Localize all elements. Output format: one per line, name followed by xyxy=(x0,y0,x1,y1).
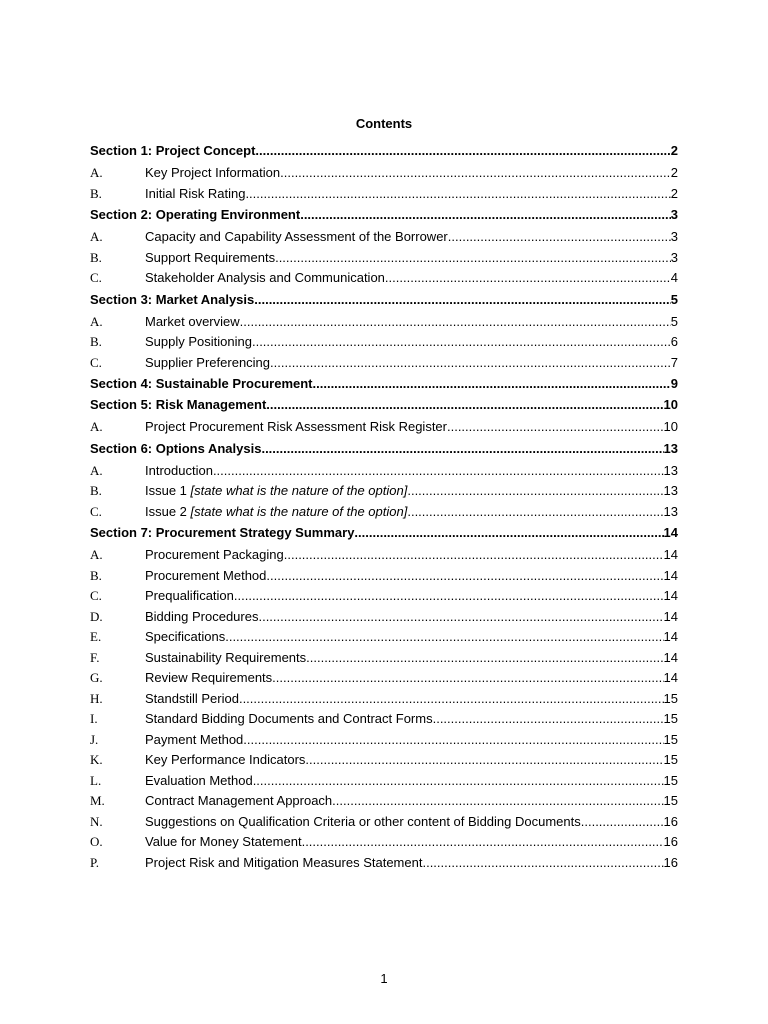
toc-entry-title xyxy=(145,502,407,523)
toc-entry-page-number: 10 xyxy=(663,397,678,412)
toc-entry-letter: A. xyxy=(90,229,103,244)
toc-subsection-entry[interactable] xyxy=(90,648,678,669)
toc-entry-title-text: Section 2: Operating Environment xyxy=(90,207,301,222)
toc-entry-title-text: Payment Method xyxy=(145,731,244,747)
toc-dot-leader xyxy=(258,607,663,628)
toc-entry-letter: G. xyxy=(90,670,103,685)
toc-entry-title xyxy=(145,709,433,730)
toc-entry-letter: H. xyxy=(90,690,103,706)
toc-entry-title-text: Review Requirements xyxy=(145,670,273,685)
toc-entry-title-text: Evaluation Method xyxy=(145,772,253,788)
toc-entry-page-number: 2 xyxy=(670,143,678,158)
toc-entry-title xyxy=(145,481,407,502)
toc-entry-title xyxy=(90,204,300,225)
toc-entry-title-text: Value for Money Statement xyxy=(145,834,302,849)
toc-section-entry[interactable] xyxy=(90,373,678,394)
toc-subsection-entry[interactable] xyxy=(90,184,678,205)
toc-dot-leader xyxy=(234,586,664,607)
toc-entry-title xyxy=(145,771,253,792)
toc-entry-page-number: 15 xyxy=(663,772,678,788)
toc-subsection-entry[interactable] xyxy=(90,502,678,523)
toc-subsection-entry[interactable] xyxy=(90,627,678,648)
toc-entry-title xyxy=(145,668,272,689)
toc-subsection-entry[interactable] xyxy=(90,750,678,771)
toc-subsection-entry[interactable] xyxy=(90,417,678,438)
toc-entry-page-number: 10 xyxy=(663,419,678,434)
toc-section-entry[interactable] xyxy=(90,394,678,415)
toc-entry-page-number: 3 xyxy=(670,229,678,244)
toc-entry-page-number: 2 xyxy=(670,185,678,201)
toc-entry-page-number: 3 xyxy=(670,207,678,222)
toc-entry-page-number: 14 xyxy=(663,608,678,624)
toc-dot-leader xyxy=(225,627,663,648)
toc-entry-page-number: 5 xyxy=(670,291,678,307)
toc-entry-page-number: 13 xyxy=(663,462,678,478)
toc-entry-title-text: Key Project Information xyxy=(145,165,281,180)
toc-dot-leader xyxy=(239,689,664,710)
toc-entry-title xyxy=(145,730,243,751)
toc-subsection-entry[interactable] xyxy=(90,709,678,730)
toc-entry-italic-note: [state what is the nature of the option] xyxy=(190,483,408,498)
toc-entry-letter: C. xyxy=(90,270,102,285)
toc-entry-italic-note: [state what is the nature of the option] xyxy=(190,503,408,519)
toc-entry-letter: N. xyxy=(90,813,103,829)
toc-entry-title-text: Section 4: Sustainable Procurement xyxy=(90,376,313,391)
toc-entry-letter: E. xyxy=(90,629,102,644)
toc-entry-letter: B. xyxy=(90,567,102,583)
toc-entry-letter: B. xyxy=(90,334,102,349)
toc-entry-page-number: 15 xyxy=(663,793,678,808)
toc-dot-leader xyxy=(252,332,671,353)
toc-entry-letter: K. xyxy=(90,752,103,767)
toc-entry-title-text: Contract Management Approach xyxy=(145,793,333,808)
toc-entry-page-number: 14 xyxy=(663,629,678,644)
toc-dot-leader xyxy=(266,394,663,415)
toc-section-entry[interactable] xyxy=(90,522,678,543)
toc-entry-letter: A. xyxy=(90,462,103,478)
toc-entry-title-text: Stakeholder Analysis and Communication xyxy=(145,270,385,285)
toc-entry-title xyxy=(90,522,354,543)
toc-section-entry[interactable] xyxy=(90,140,678,161)
toc-entry-title xyxy=(145,566,266,587)
toc-entry-page-number: 14 xyxy=(663,525,678,540)
toc-subsection-entry[interactable] xyxy=(90,312,678,333)
toc-entry-letter: A. xyxy=(90,165,103,180)
toc-entry-title xyxy=(145,832,302,853)
toc-entry-page-number: 3 xyxy=(670,249,678,265)
toc-entry-title xyxy=(90,140,255,161)
toc-entry-page-number: 14 xyxy=(663,588,678,603)
toc-dot-leader xyxy=(433,709,664,730)
toc-subsection-entry[interactable] xyxy=(90,668,678,689)
toc-dot-leader xyxy=(254,289,671,310)
toc-entry-letter: O. xyxy=(90,834,103,849)
toc-dot-leader xyxy=(407,481,663,502)
toc-dot-leader xyxy=(284,545,664,566)
toc-entry-page-number: 15 xyxy=(663,731,678,747)
toc-entry-title-text: Initial Risk Rating xyxy=(145,185,246,201)
toc-subsection-entry[interactable] xyxy=(90,791,678,812)
toc-entry-title xyxy=(145,545,284,566)
toc-entry-title xyxy=(145,461,213,482)
toc-dot-leader xyxy=(261,438,663,459)
toc-entry-title-text: Supply Positioning xyxy=(145,334,252,349)
toc-section-entry[interactable] xyxy=(90,438,678,459)
toc-entry-page-number: 4 xyxy=(670,270,678,285)
toc-entry-title-text: Supplier Preferencing xyxy=(145,354,271,370)
toc-entry-letter: L. xyxy=(90,772,102,788)
toc-entry-title-text: Specifications xyxy=(145,629,226,644)
toc-entry-title xyxy=(145,607,258,628)
toc-entry-letter: J. xyxy=(90,731,99,747)
toc-entry-letter: I. xyxy=(90,711,98,726)
toc-dot-leader xyxy=(305,750,663,771)
toc-entry-title-text: Standstill Period xyxy=(145,690,239,706)
toc-entry-title-text: Section 1: Project Concept xyxy=(90,143,256,158)
toc-dot-leader xyxy=(245,184,670,205)
toc-subsection-entry[interactable] xyxy=(90,812,678,833)
toc-entry-title-text: Section 7: Procurement Strategy Summary xyxy=(90,525,355,540)
toc-subsection-entry[interactable] xyxy=(90,248,678,269)
toc-entry-title-text: Introduction xyxy=(145,462,213,478)
toc-entry-page-number: 16 xyxy=(663,813,678,829)
toc-entry-title xyxy=(145,853,422,874)
table-of-contents xyxy=(90,140,678,873)
toc-entry-title-text: Section 6: Options Analysis xyxy=(90,440,262,456)
toc-subsection-entry[interactable] xyxy=(90,607,678,628)
toc-entry-title xyxy=(145,248,275,269)
toc-subsection-entry[interactable] xyxy=(90,481,678,502)
toc-entry-letter: P. xyxy=(90,854,100,870)
toc-subsection-entry[interactable] xyxy=(90,771,678,792)
toc-entry-title-text: Key Performance Indicators xyxy=(145,752,306,767)
toc-dot-leader xyxy=(255,140,670,161)
toc-dot-leader xyxy=(447,417,664,438)
toc-entry-page-number: 5 xyxy=(670,313,678,329)
toc-subsection-entry[interactable] xyxy=(90,566,678,587)
toc-entry-letter: F. xyxy=(90,649,100,665)
toc-entry-letter: D. xyxy=(90,608,103,624)
toc-entry-title xyxy=(145,353,270,374)
toc-entry-title xyxy=(145,648,306,669)
toc-entry-title xyxy=(145,586,234,607)
toc-entry-title xyxy=(90,438,261,459)
toc-dot-leader xyxy=(306,648,663,669)
toc-dot-leader xyxy=(313,373,671,394)
toc-entry-page-number: 16 xyxy=(663,854,678,870)
toc-dot-leader xyxy=(448,227,671,248)
toc-entry-title xyxy=(145,689,239,710)
toc-entry-title-text: Suggestions on Qualification Criteria or other content of Bidding Documents xyxy=(145,813,581,829)
toc-entry-title xyxy=(145,791,332,812)
toc-subsection-entry[interactable] xyxy=(90,586,678,607)
toc-entry-letter: C. xyxy=(90,354,102,370)
toc-dot-leader xyxy=(385,268,671,289)
toc-entry-title-text: Issue 1 xyxy=(145,483,191,498)
toc-entry-letter: A. xyxy=(90,313,103,329)
toc-entry-title-text: Section 3: Market Analysis xyxy=(90,291,255,307)
toc-entry-title-text: Bidding Procedures xyxy=(145,608,259,624)
toc-subsection-entry[interactable] xyxy=(90,689,678,710)
toc-entry-title xyxy=(145,227,448,248)
page-title: Contents xyxy=(355,116,413,131)
toc-entry-page-number: 15 xyxy=(663,752,678,767)
toc-entry-title-text: Procurement Packaging xyxy=(145,547,284,562)
toc-entry-title xyxy=(145,332,252,353)
toc-dot-leader xyxy=(302,832,664,853)
toc-entry-letter: B. xyxy=(90,249,102,265)
toc-entry-title-text: Project Procurement Risk Assessment Risk Register xyxy=(145,419,447,434)
toc-entry-title xyxy=(90,289,254,310)
toc-subsection-entry[interactable] xyxy=(90,353,678,374)
toc-subsection-entry[interactable] xyxy=(90,163,678,184)
toc-entry-title xyxy=(145,163,280,184)
toc-dot-leader xyxy=(240,312,671,333)
toc-entry-title-text: Prequalification xyxy=(145,588,234,603)
toc-entry-letter: C. xyxy=(90,503,102,519)
toc-dot-leader xyxy=(280,163,671,184)
toc-entry-letter: M. xyxy=(90,793,105,808)
toc-entry-letter: A. xyxy=(90,419,103,434)
toc-entry-letter: B. xyxy=(90,483,102,498)
toc-entry-page-number: 14 xyxy=(663,649,678,665)
toc-subsection-entry[interactable] xyxy=(90,832,678,853)
toc-entry-title xyxy=(90,394,266,415)
toc-entry-page-number: 13 xyxy=(663,503,678,519)
toc-entry-page-number: 14 xyxy=(663,567,678,583)
toc-subsection-entry[interactable] xyxy=(90,332,678,353)
toc-entry-page-number: 6 xyxy=(670,334,678,349)
toc-subsection-entry[interactable] xyxy=(90,268,678,289)
toc-entry-page-number: 2 xyxy=(670,165,678,180)
toc-dot-leader xyxy=(354,522,663,543)
toc-entry-page-number: 7 xyxy=(670,354,678,370)
toc-entry-page-number: 13 xyxy=(663,440,678,456)
toc-entry-title xyxy=(145,750,305,771)
toc-entry-title-text: Market overview xyxy=(145,313,240,329)
toc-dot-leader xyxy=(407,502,663,523)
toc-entry-letter: C. xyxy=(90,588,102,603)
toc-entry-title xyxy=(145,417,447,438)
toc-subsection-entry[interactable] xyxy=(90,227,678,248)
toc-entry-title-text: Support Requirements xyxy=(145,249,276,265)
toc-entry-letter: B. xyxy=(90,185,102,201)
toc-entry-page-number: 9 xyxy=(670,376,678,391)
toc-dot-leader xyxy=(272,668,663,689)
toc-entry-page-number: 14 xyxy=(663,547,678,562)
toc-entry-title-text: Section 5: Risk Management xyxy=(90,397,267,412)
toc-subsection-entry[interactable] xyxy=(90,461,678,482)
toc-entry-title-text: Project Risk and Mitigation Measures Statement xyxy=(145,854,423,870)
toc-entry-page-number: 14 xyxy=(663,670,678,685)
toc-section-entry[interactable] xyxy=(90,289,678,310)
toc-subsection-entry[interactable] xyxy=(90,853,678,874)
toc-dot-leader xyxy=(213,461,664,482)
toc-entry-title xyxy=(145,184,245,205)
toc-entry-page-number: 15 xyxy=(663,711,678,726)
toc-entry-title-text: Issue 2 xyxy=(145,503,191,519)
toc-entry-letter: A. xyxy=(90,547,103,562)
toc-entry-title xyxy=(145,312,240,333)
toc-entry-title xyxy=(145,627,225,648)
toc-entry-title-text: Capacity and Capability Assessment of the Borrower xyxy=(145,229,448,244)
toc-dot-leader xyxy=(300,204,671,225)
toc-dot-leader xyxy=(270,353,671,374)
toc-entry-page-number: 16 xyxy=(663,834,678,849)
toc-dot-leader xyxy=(332,791,663,812)
toc-entry-page-number: 15 xyxy=(663,690,678,706)
toc-dot-leader xyxy=(422,853,663,874)
toc-entry-title-text: Standard Bidding Documents and Contract Forms xyxy=(145,711,433,726)
toc-dot-leader xyxy=(275,248,671,269)
toc-entry-title-text: Sustainability Requirements xyxy=(145,649,307,665)
page-number: 1 xyxy=(380,971,388,986)
toc-dot-leader xyxy=(581,812,664,833)
toc-entry-title xyxy=(145,812,581,833)
toc-section-entry[interactable] xyxy=(90,204,678,225)
toc-subsection-entry[interactable] xyxy=(90,545,678,566)
toc-entry-title-text: Procurement Method xyxy=(145,567,267,583)
toc-entry-title xyxy=(145,268,385,289)
toc-entry-page-number: 13 xyxy=(663,483,678,498)
toc-dot-leader xyxy=(243,730,663,751)
toc-subsection-entry[interactable] xyxy=(90,730,678,751)
toc-entry-title xyxy=(90,373,313,394)
toc-dot-leader xyxy=(253,771,664,792)
toc-dot-leader xyxy=(266,566,663,587)
